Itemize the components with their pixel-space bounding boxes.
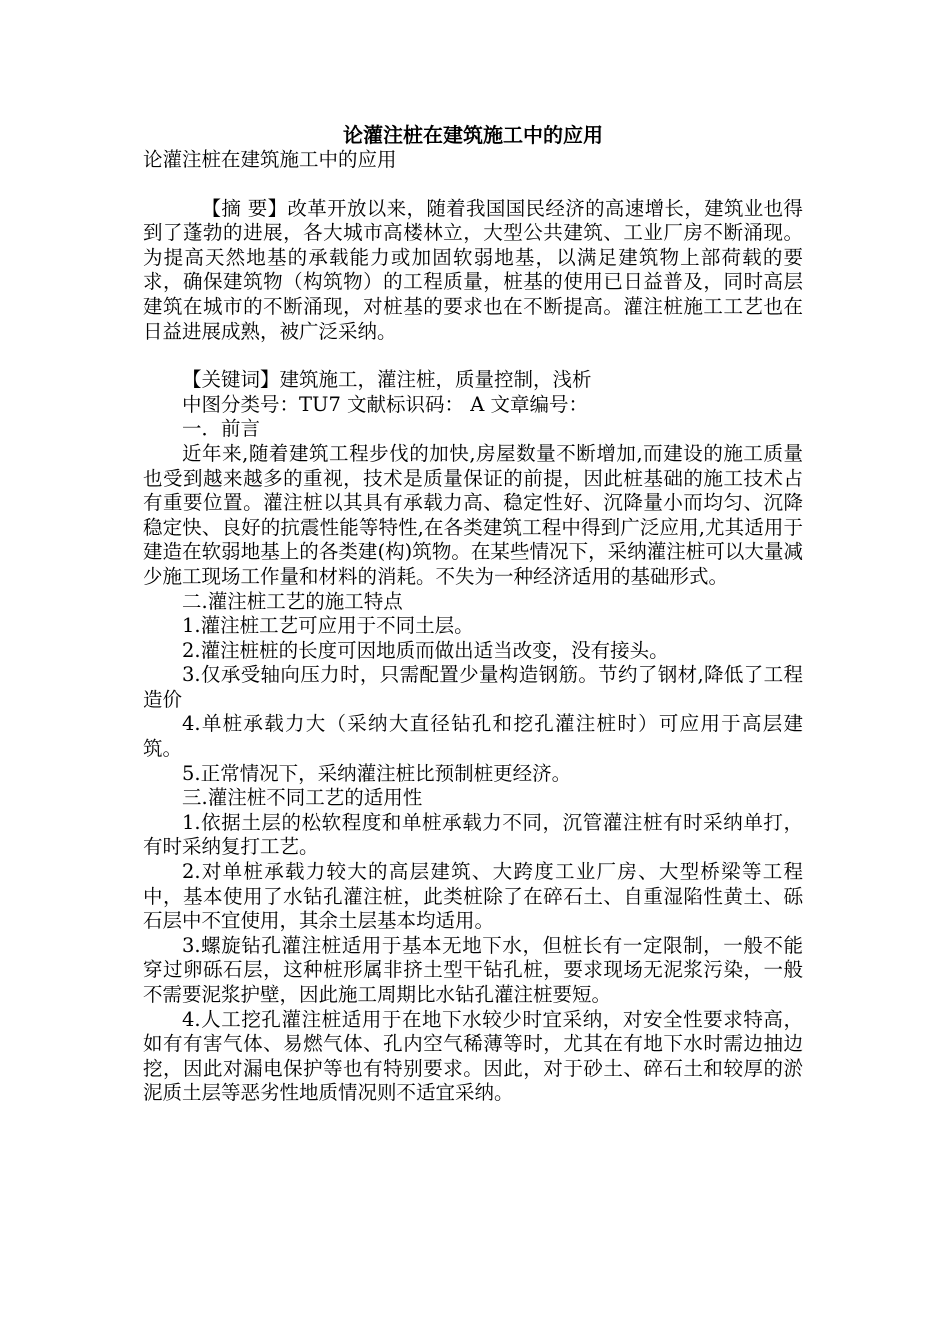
section-3-item: 4.人工挖孔灌注桩适用于在地下水较少时宜采纳，对安全性要求特高，如有有害气体、易燃气体、孔内空气稀薄等时，尤其在有地下水时需边抽边挖，因此对漏电保护等也有特别要求。因此，对于砂土、碎石土和较厚的淤泥质土层等恶劣性地质情况则不适宜采纳。: [143, 1007, 803, 1105]
document-page: [143, 122, 803, 1106]
document-subtitle: 论灌注桩在建筑施工中的应用: [143, 148, 397, 171]
section-2-heading: 二.灌注桩工艺的施工特点: [182, 589, 403, 613]
document-title: 论灌注桩在建筑施工中的应用: [343, 123, 603, 147]
section-3-item: 3.螺旋钻孔灌注桩适用于基本无地下水，但桩长有一定限制，一般不能穿过卵砾石层，这种桩形属非挤土型干钻孔桩，要求现场无泥浆污染，一般不需要泥浆护壁，因此施工周期比水钻孔灌注桩要短。: [143, 933, 803, 1006]
section-2-item: 4.单桩承载力大（采纳大直径钻孔和挖孔灌注桩时）可应用于高层建筑。: [143, 712, 803, 761]
section-1-heading: 一．前言: [182, 417, 261, 441]
section-2-item: 2.灌注桩桩的长度可因地质而做出适当改变，没有接头。: [182, 638, 669, 662]
section-3-item: 2.对单桩承载力较大的高层建筑、大跨度工业厂房、大型桥梁等工程中，基本使用了水钻孔灌注桩，此类桩除了在碎石土、自重湿陷性黄土、砾石层中不宜使用，其余土层基本均适用。: [143, 860, 803, 933]
keywords-line: 【关键词】建筑施工，灌注桩，质量控制，浅析: [182, 368, 592, 392]
section-1-body: 近年来,随着建筑工程步伐的加快,房屋数量不断增加,而建设的施工质量也受到越来越多的重视，技术是质量保证的前提，因此桩基础的施工技术占有重要位置。灌注桩以其具有承载力高、稳定性好、沉降量小而均匀、沉降稳定快、良好的抗震性能等特性,在各类建筑工程中得到广泛应用,尤其适用于建造在软弱地基上的各类建(构)筑物。在某些情况下，采纳灌注桩可以大量减少施工现场工作量和材料的消耗。不失为一种经济适用的基础形式。: [143, 441, 803, 588]
section-2-item: 3.仅承受轴向压力时，只需配置少量构造钢筋。节约了钢材,降低了工程造价: [143, 663, 803, 711]
section-2-item: 5.正常情况下，采纳灌注桩比预制桩更经济。: [182, 761, 572, 785]
section-3-item: 1.依据土层的松软程度和单桩承载力不同，沉管灌注桩有时采纳单打，有时采纳复打工艺。: [143, 810, 803, 859]
abstract-paragraph: 【摘 要】改革开放以来，随着我国国民经济的高速增长，建筑业也得到了蓬勃的进展，各大城市高楼林立，大型公共建筑、工业厂房不断涌现。为提高天然地基的承载能力或加固软弱地基，以满足建筑物上部荷载的要求，确保建筑物（构筑物）的工程质量，桩基的使用已日益普及，同时高层建筑在城市的不断涌现，对桩基的要求也在不断提高。灌注桩施工工艺也在日益进展成熟，被广泛采纳。: [143, 196, 803, 343]
classification-line: 中图分类号：TU7 文献标识码： A 文章编号：: [182, 392, 589, 416]
section-2-item: 1.灌注桩工艺可应用于不同土层。: [182, 614, 474, 638]
section-3-heading: 三.灌注桩不同工艺的适用性: [182, 786, 423, 810]
